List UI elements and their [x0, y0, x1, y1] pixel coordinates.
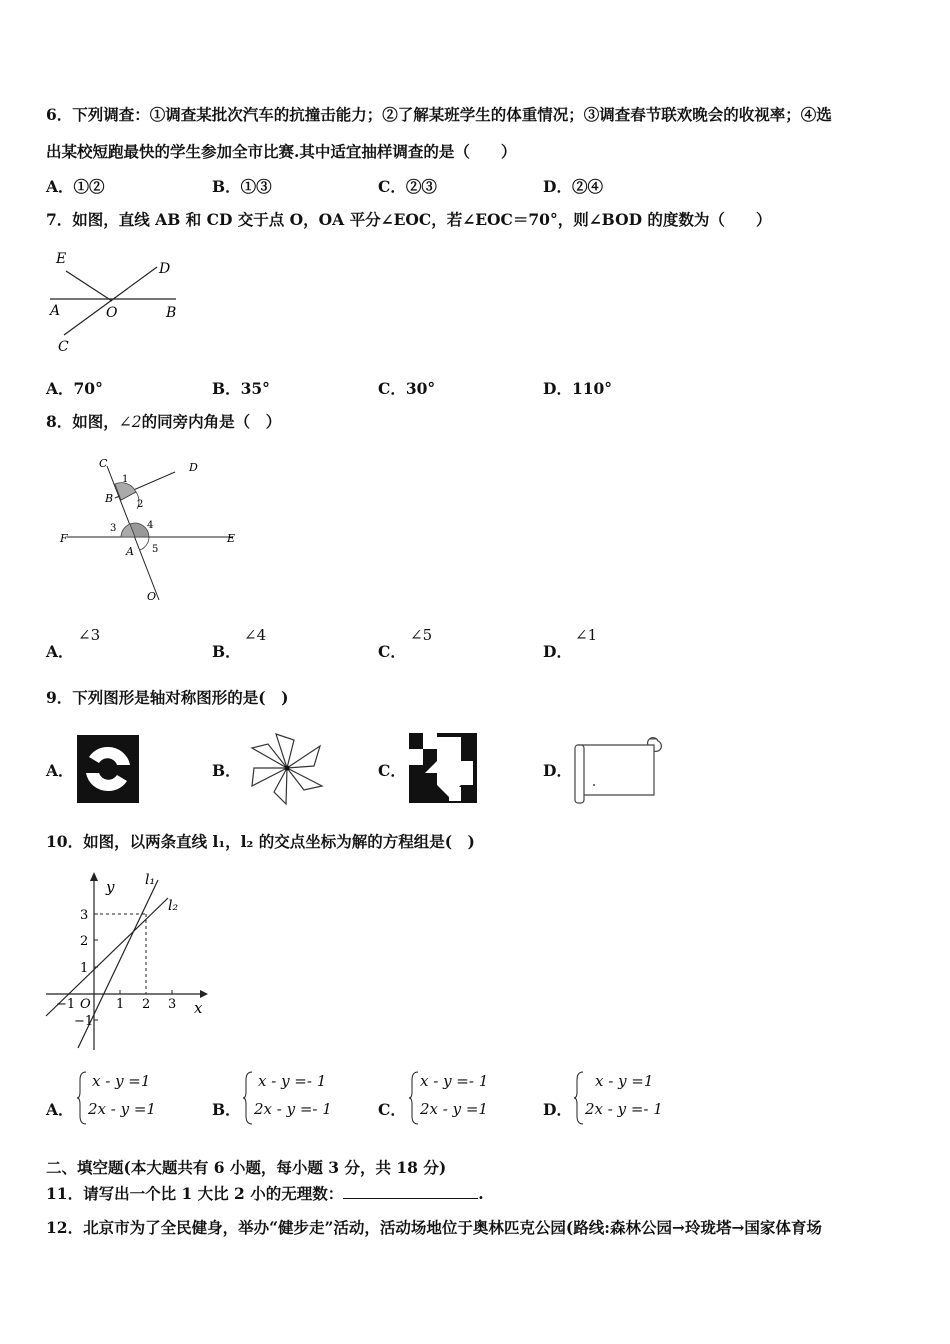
- q10-label-y: y: [106, 878, 115, 896]
- q10-option-c-eq2: 2x - y =1: [420, 1100, 488, 1118]
- q10-option-b-eq2: 2x - y =- 1: [254, 1100, 332, 1118]
- q10-label-x: x: [194, 999, 203, 1017]
- q7-figure: [44, 245, 189, 360]
- q8-figure: [55, 452, 245, 607]
- q11-stem: [46, 1182, 484, 1204]
- q10-option-d-eq1: x - y =1: [595, 1072, 654, 1090]
- q8-option-a-letter: A．: [46, 642, 74, 661]
- q6-option-a: A．①②: [46, 177, 105, 196]
- section-2-heading: 二、填空题(本大题共有 6 小题，每小题 3 分，共 18 分): [46, 1158, 447, 1177]
- q11-suffix: .: [478, 1184, 484, 1203]
- q8-label-e: E: [227, 532, 236, 545]
- q10-origin: O: [80, 997, 91, 1012]
- q10-option-c-letter: C．: [378, 1100, 406, 1119]
- q7-label-d: D: [159, 261, 171, 277]
- q8-label-a: A: [126, 545, 134, 558]
- q7-label-a: A: [50, 303, 61, 319]
- q6-option-d: D．②④: [543, 177, 603, 196]
- q10-tick-xm1: −1: [56, 997, 76, 1012]
- q10-tick-x1: 1: [116, 997, 125, 1012]
- q10-tick-y3: 3: [80, 908, 89, 923]
- q8-label-2: 2: [137, 499, 144, 510]
- q10-tick-x2: 2: [142, 997, 151, 1012]
- q10-tick-y2: 2: [80, 934, 89, 949]
- q10-label-l1: l₁: [145, 872, 156, 888]
- q10-stem: 10．如图，以两条直线 l₁，l₂ 的交点坐标为解的方程组是( ): [46, 832, 475, 851]
- q8-label-4: 4: [147, 520, 154, 531]
- q8-option-c-letter: C．: [378, 642, 406, 661]
- q10-option-b-eq1: x - y =- 1: [258, 1072, 327, 1090]
- q8-stem-prefix: 8．如图，: [46, 412, 119, 431]
- q8-option-d-letter: D．: [543, 642, 572, 661]
- q9-option-a-letter: A．: [46, 761, 74, 780]
- q10-option-a-eq2: 2x - y =1: [88, 1100, 156, 1118]
- q10-label-l2: l₂: [168, 898, 179, 914]
- q10-option-d-letter: D．: [543, 1100, 572, 1119]
- q8-option-a-angle: ∠3: [78, 626, 101, 644]
- q7-option-b: B．35°: [212, 379, 270, 398]
- q7-label-b: B: [166, 305, 177, 321]
- q10-option-c-eq1: x - y =- 1: [420, 1072, 489, 1090]
- q8-stem-angle: ∠2: [118, 413, 142, 431]
- q7-option-c: C．30°: [378, 379, 436, 398]
- q6-line2: 出某校短跑最快的学生参加全市比赛.其中适宜抽样调查的是（ ）: [46, 142, 517, 161]
- q9-stem: 9．下列图形是轴对称图形的是( ): [46, 688, 289, 707]
- q9-option-d-figure: [570, 733, 662, 807]
- q7-label-o: O: [106, 305, 118, 321]
- q11-prefix: 11．请写出一个比 1 大比 2 小的无理数：: [46, 1184, 344, 1203]
- q9-option-b-figure: [246, 730, 328, 806]
- q8-option-c-angle: ∠5: [410, 626, 433, 644]
- q10-option-c-system: [408, 1070, 518, 1126]
- q8-label-c: C: [99, 457, 108, 470]
- q7-label-c: C: [58, 339, 69, 355]
- q6-line1: 6．下列调查：①调查某批次汽车的抗撞击能力；②了解某班学生的体重情况；③调查春节联欢晚会的收视率；④选: [46, 105, 832, 124]
- q10-option-a-letter: A．: [46, 1100, 74, 1119]
- q7-stem: 7．如图，直线 AB 和 CD 交于点 O，OA 平分∠EOC，若∠EOC＝70°，则∠BOD 的度数为（ ）: [46, 210, 772, 229]
- q10-option-a-system: [76, 1070, 186, 1126]
- q8-option-d-angle: ∠1: [575, 626, 598, 644]
- q8-label-d: D: [189, 461, 198, 474]
- q9-option-c-figure: [409, 733, 477, 803]
- q8-option-b-angle: ∠4: [244, 626, 267, 644]
- q10-tick-ym1: −1: [74, 1014, 94, 1029]
- q10-tick-x3: 3: [168, 997, 177, 1012]
- q9-option-b-letter: B．: [212, 761, 241, 780]
- q10-option-b-system: [242, 1070, 352, 1126]
- q9-option-c-letter: C．: [378, 761, 406, 780]
- q10-option-b-letter: B．: [212, 1100, 241, 1119]
- q8-label-3: 3: [110, 523, 117, 534]
- q9-option-d-letter: D．: [543, 761, 572, 780]
- q6-option-b: B．①③: [212, 177, 272, 196]
- q12-stem: 12．北京市为了全民健身，举办“健步走”活动，活动场地位于奥林匹克公园(路线:森林公园→玲珑塔→国家体育场: [46, 1218, 822, 1237]
- q8-option-b-letter: B．: [212, 642, 241, 661]
- q8-label-f: F: [60, 532, 68, 545]
- q10-tick-y1: 1: [80, 961, 89, 976]
- q8-label-o: O: [147, 590, 157, 603]
- q10-option-a-eq1: x - y =1: [92, 1072, 151, 1090]
- q6-option-c: C．②③: [378, 177, 437, 196]
- q7-option-d: D．110°: [543, 379, 613, 398]
- q11-answer-blank[interactable]: [343, 1184, 478, 1199]
- q8-label-5: 5: [152, 544, 159, 555]
- q8-stem-suffix: 的同旁内角是（ ）: [141, 412, 282, 431]
- q8-label-1: 1: [122, 474, 129, 485]
- q9-option-a-figure: [77, 735, 139, 803]
- q10-figure: [42, 868, 212, 1053]
- q7-label-e: E: [56, 251, 67, 267]
- q8-label-b: B: [105, 492, 114, 505]
- q10-option-d-system: [573, 1070, 683, 1126]
- q10-option-d-eq2: 2x - y =- 1: [585, 1100, 663, 1118]
- q7-option-a: A．70°: [46, 379, 103, 398]
- q8-stem: [46, 410, 281, 432]
